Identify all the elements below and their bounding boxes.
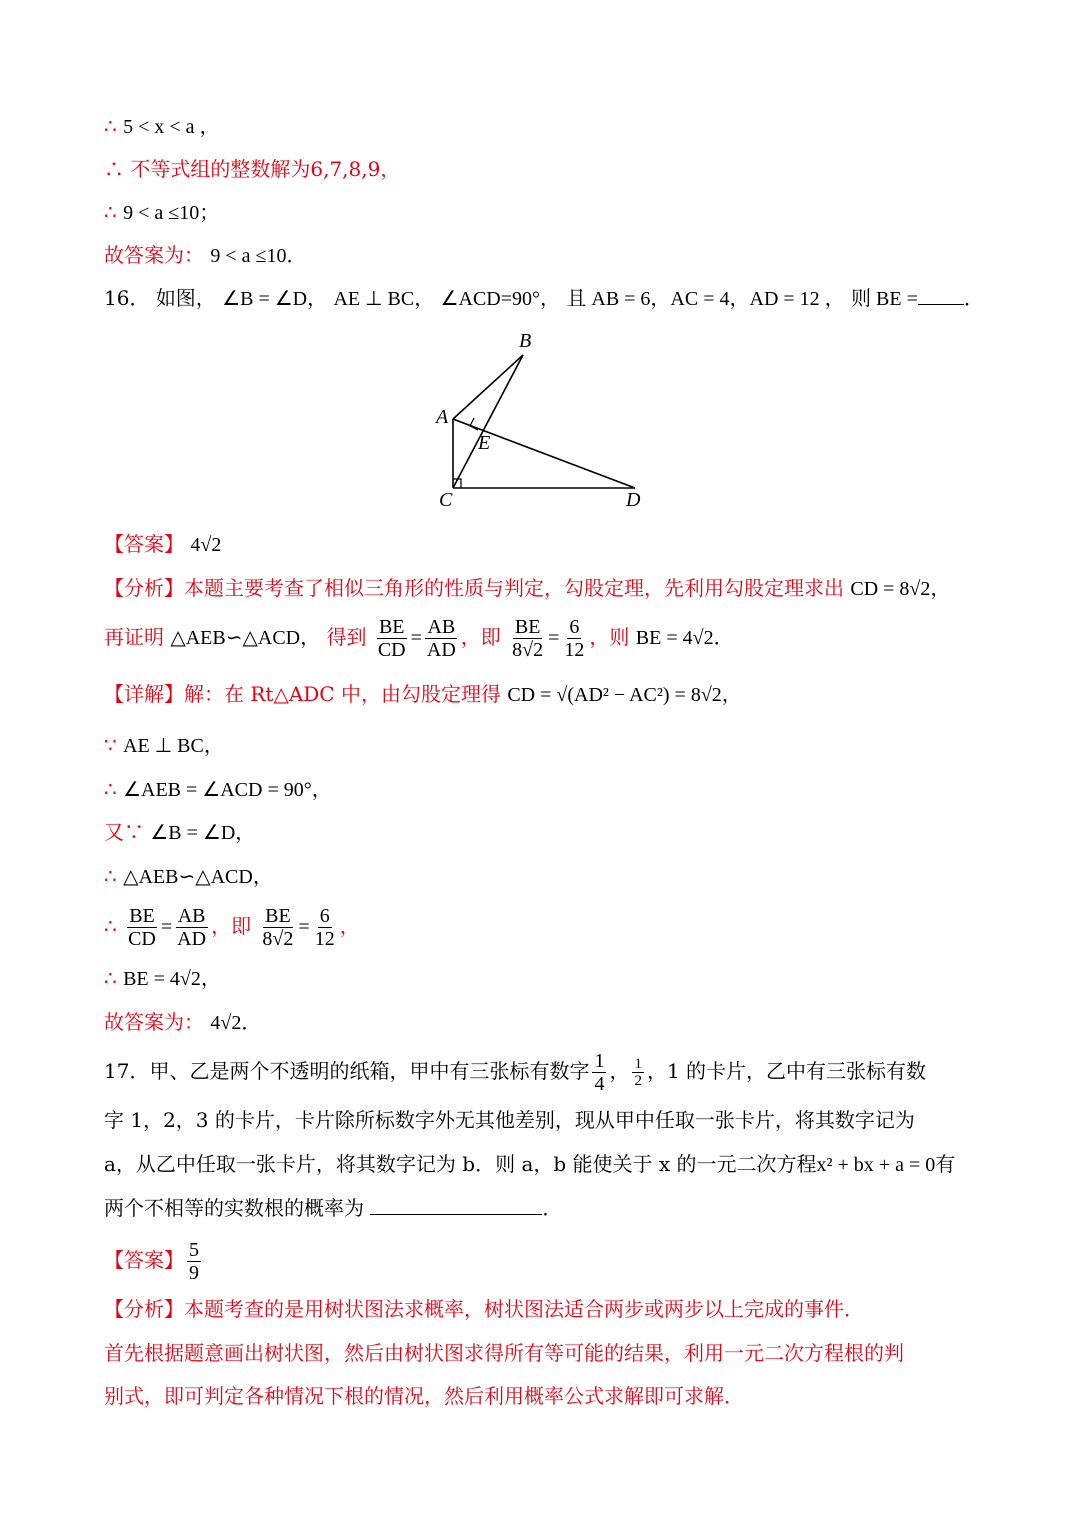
a-range: 9 < a ≤10； [123,202,220,224]
detail-tag: 【详解】 [104,682,184,706]
therefore-symbol: ∴ [104,200,117,224]
label-e: E [478,432,491,454]
step-3 [104,818,255,847]
similar-triangles: △AEB∽△ACD， [170,627,321,649]
therefore-symbol: ∴ [104,914,117,938]
inequality-range: 5 < x < a ， [123,116,220,138]
q17-text-3b: 有 [935,1152,956,1176]
q17-text-1b: ，1 的卡片，乙中有三张标有数 [646,1059,927,1083]
q17-text-2: 字 1，2，3 的卡片，卡片除所标数字外无其他差别，现从甲中任取一张卡片，将其数字记为 [104,1108,915,1132]
q16-answer [104,530,221,559]
answer-tag: 【答案】 [104,1248,184,1272]
ji-text-2: 即 [231,914,252,938]
segment-ab [453,355,523,419]
frac-6-12: $\frac{6}{12}$ [564,616,585,661]
cd-value: CD = 8√2， [850,578,951,600]
step-5: ∴ $\frac{BE}{CD}$ = $\frac{AB}{AD}$ ，即 $\frac{BE}{8√2}$ = $\frac{6}{12}$ ， [104,905,360,950]
answer-frac: $\frac{5}{9}$ [189,1239,199,1284]
frac-be-8r2: $\frac{BE}{8√2}$ [512,616,544,661]
q17-line-1: 17．甲、乙是两个不透明的纸箱，甲中有三张标有数字 $\frac{1}{4}$ ， $\frac{1}{2}$ ，1 的卡片，乙中有三张标有数 [104,1050,927,1095]
question-end: ． [963,286,984,310]
answer-value: 4√2 [190,534,222,556]
frac-6-12-2: $\frac{6}{12}$ [314,905,335,950]
ji-text: 即 [480,625,501,649]
again-because-symbol: 又∵ [104,820,144,844]
step-4-text: △AEB∽△ACD， [123,866,273,888]
segment-bc [453,355,523,488]
solution-line-3 [104,198,219,227]
answer-tag: 【答案】 [104,532,184,556]
step-1-text: AE ⊥ BC， [123,735,224,757]
frac-ab-ad-2: $\frac{AB}{AD}$ [177,905,207,950]
condition-lengths: 且 AB = 6，AC = 4，AD = 12 ， [566,288,845,310]
label-a: A [436,406,449,428]
q17-answer [104,1238,204,1284]
q17-text-1a: 甲、乙是两个不透明的纸箱，甲中有三张标有数字 [149,1059,590,1083]
condition-angle: ∠B = ∠D， [222,288,328,310]
question-16 [104,284,984,313]
integer-solutions-text: 不等式组的整数解为6,7,8,9， [130,157,401,181]
step-4 [104,862,273,891]
a-range-final: 9 < a ≤10． [210,245,307,267]
frac-1-4: $\frac{1}{4}$ [594,1050,605,1095]
q17-line-2 [104,1106,915,1134]
question-ask: 则 BE = [851,288,918,310]
question-number: 16． [104,286,150,310]
q16-final [104,1008,261,1037]
analysis-prefix: 再证明 [104,625,164,649]
label-d: D [626,489,641,511]
therefore-symbol: ∴ [104,114,117,138]
therefore-symbol: ∴ [104,157,124,181]
q16-analysis [104,574,950,603]
analysis-tag: 【分析】 [104,576,184,600]
question-number: 17． [104,1059,150,1083]
condition-right-angle: ∠ACD=90°， [440,288,561,310]
answer-blank [370,1214,542,1215]
analysis-text: 本题主要考查了相似三角形的性质与判定，勾股定理，先利用勾股定理求出 [184,576,844,600]
ze-text: ，则 [589,625,630,649]
q17-line-4 [104,1194,562,1222]
frac-ab-ad: $\frac{AB}{AD}$ [426,616,456,661]
quadratic-equation: x² + bx + a = 0 [816,1154,936,1176]
be-result: BE = 4√2． [635,627,734,649]
therefore-symbol: ∴ [104,777,117,801]
analysis-text-3: 别式，即可判定各种情况下根的情况，然后利用概率公式求解即可求解． [104,1384,744,1408]
solution-line-4 [104,241,307,270]
therefore-symbol: ∴ [104,966,117,990]
frac-be-8r2-2: $\frac{BE}{8√2}$ [262,905,294,950]
pythagorean-formula: CD = √(AD² − AC²) = 8√2， [507,684,742,706]
step-1 [104,731,224,760]
answer-blank [918,304,964,305]
frac-be-cd: $\frac{BE}{CD}$ [377,616,406,661]
q16-detail [104,680,742,709]
q17-analysis-2 [104,1339,904,1367]
q17-line-3 [104,1150,955,1179]
label-b: B [519,330,532,352]
step-3-text: ∠B = ∠D， [150,822,256,844]
q17-text-3a: a，从乙中任取一张卡片，将其数字记为 b．则 a，b 能使关于 x 的一元二次方程 [104,1152,817,1176]
analysis-text-2: 首先根据题意画出树状图，然后由树状图求得所有等可能的结果，利用一元二次方程根的判 [104,1341,904,1365]
q17-analysis-3 [104,1382,744,1410]
answer-label: 故答案为： [104,1010,204,1034]
analysis-tag: 【分析】 [104,1297,184,1321]
frac-1-2: $\frac{1}{2}$ [634,1056,642,1089]
detail-text: 解：在 Rt△ADC 中，由勾股定理得 [184,682,501,706]
because-symbol: ∵ [104,733,117,757]
condition-perpendicular: AE ⊥ BC， [333,288,435,310]
get-text: 得到 [326,625,367,649]
label-c: C [439,489,453,511]
answer-label: 故答案为： [104,243,204,267]
frac-be-cd-2: $\frac{BE}{CD}$ [128,905,156,950]
step-6 [104,964,221,993]
analysis-text-1: 本题考查的是用树状图法求概率，树状图法适合两步或两步以上完成的事件． [184,1297,864,1321]
q16-analysis-2: 再证明 △AEB∽△ACD， 得到 $\frac{BE}{CD}$ = $\frac{AB}{AD}$ ，即 $\frac{BE}{8√2}$ = $\frac{6}{12}$ ，则 BE = 4√2． [104,616,734,661]
step-2-text: ∠AEB = ∠ACD = 90°， [123,779,332,801]
solution-line-2 [104,155,400,183]
therefore-symbol: ∴ [104,864,117,888]
step-6-text: BE = 4√2， [123,968,221,990]
question-prefix: 如图， [155,286,216,310]
q17-analysis-1 [104,1295,864,1323]
q17-text-4: 两个不相等的实数根的概率为 [104,1196,364,1220]
geometry-figure [420,325,660,515]
step-2 [104,775,332,804]
q17-end: ． [542,1196,563,1220]
final-answer: 4√2． [210,1012,262,1034]
solution-line-1 [104,112,220,141]
